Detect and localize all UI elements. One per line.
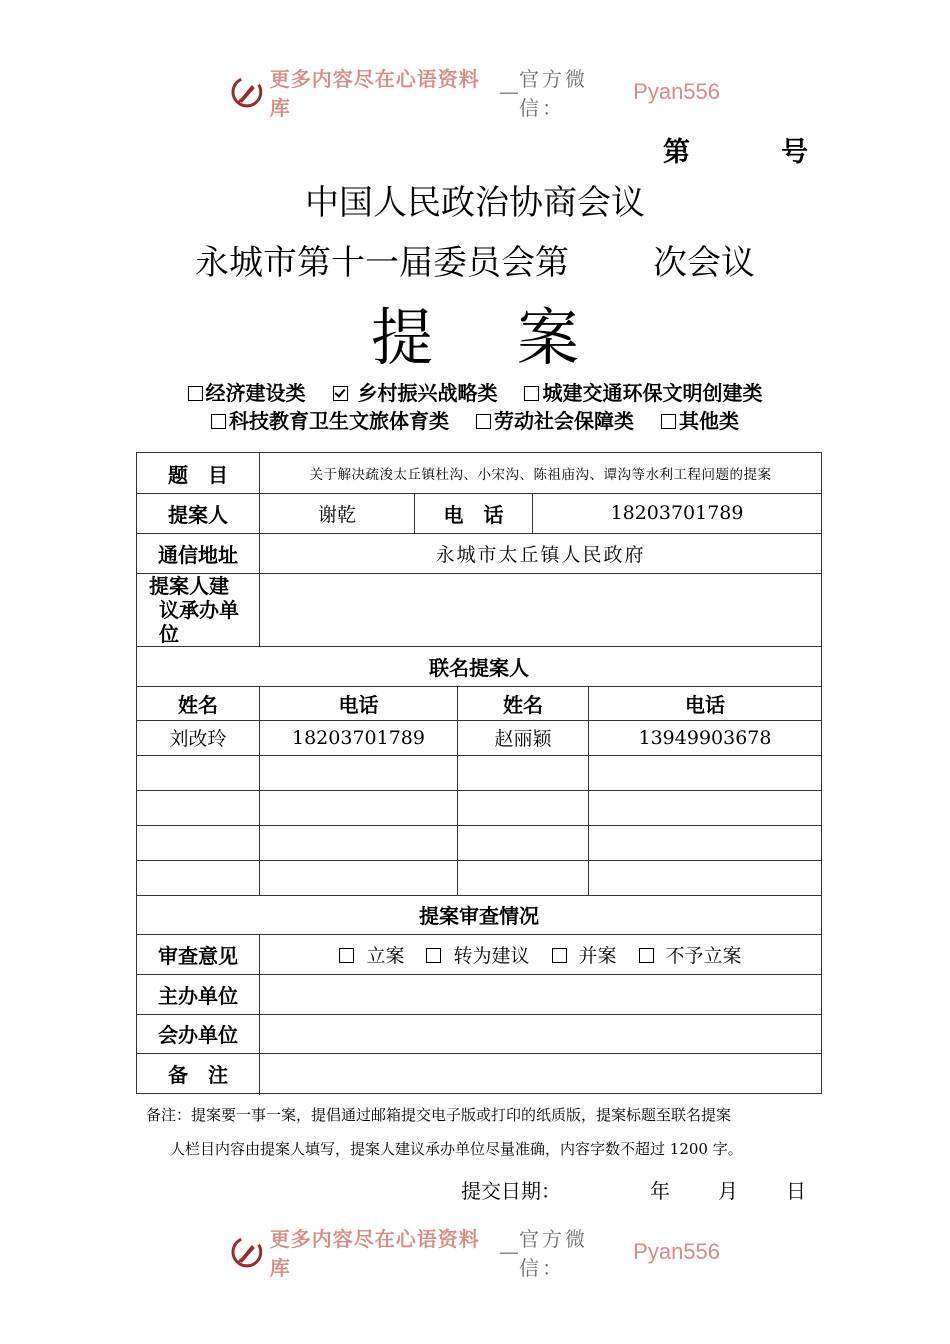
serial-suffix: 号 xyxy=(781,137,808,168)
proposer-label: 提案人 xyxy=(168,502,228,527)
category-row-2 xyxy=(0,405,950,434)
suggested-unit-label: 提案人建 议承办单 位 xyxy=(149,573,239,646)
cosigner-phone[interactable]: 13949903678 xyxy=(638,726,772,749)
watermark-gray-text: 官方微信： xyxy=(519,67,589,120)
subject-value[interactable]: 关于解决疏浚太丘镇杜沟、小宋沟、陈祖庙沟、谭沟等水利工程问题的提案 xyxy=(309,467,772,483)
submit-date-day: 日 xyxy=(786,1179,806,1203)
category-option[interactable]: 劳动社会保障类 xyxy=(476,409,634,433)
subject-label: 题 目 xyxy=(168,462,228,487)
watermark-red-text: 更多内容尽在心语资料库 xyxy=(269,67,480,120)
category-option[interactable]: 经济建设类 xyxy=(188,381,306,405)
address-label: 通信地址 xyxy=(158,542,238,567)
watermark-top xyxy=(230,67,721,120)
watermark-gray-text: 官方微信： xyxy=(519,1227,589,1280)
phone-value[interactable]: 18203701789 xyxy=(610,502,744,524)
watermark-dash: — xyxy=(499,1240,520,1264)
checkbox-icon[interactable] xyxy=(661,414,676,429)
checkbox-icon[interactable] xyxy=(426,948,441,963)
category-option[interactable]: 科技教育卫生文旅体育类 xyxy=(211,409,449,433)
phone-label: 电 话 xyxy=(443,502,504,527)
serial-prefix: 第 xyxy=(663,137,690,168)
co-unit-value[interactable] xyxy=(260,1014,821,1053)
review-option[interactable]: 并案 xyxy=(552,941,617,968)
main-title xyxy=(0,288,950,377)
divider xyxy=(137,755,821,756)
main-title-char-2: 案 xyxy=(517,301,580,374)
watermark-dash: — xyxy=(499,80,520,104)
co-unit-label: 会办单位 xyxy=(158,1023,238,1047)
review-options xyxy=(260,934,821,974)
watermark-id: Pyan556 xyxy=(633,79,721,104)
cosigner-phone-header: 电话 xyxy=(338,692,379,717)
serial-number xyxy=(663,130,808,169)
cosigner-name[interactable]: 赵丽颖 xyxy=(494,728,552,750)
cosigner-phone[interactable]: 18203701789 xyxy=(292,726,425,749)
watermark-bottom xyxy=(230,1227,721,1280)
watermark-red-text: 更多内容尽在心语资料库 xyxy=(269,1227,480,1280)
note-line-1: 备注：提案要一事一案，提倡通过邮箱提交电子版或打印的纸质版，提案标题至联名提案 xyxy=(146,1106,732,1124)
proposer-value[interactable]: 谢乾 xyxy=(317,503,356,526)
checkbox-icon[interactable] xyxy=(339,948,354,963)
review-option[interactable]: 转为建议 xyxy=(426,941,529,968)
category-row-1 xyxy=(0,377,950,406)
cosigners-title: 联名提案人 xyxy=(429,655,529,680)
cosigner-name[interactable]: 刘改玲 xyxy=(169,728,227,750)
host-unit-label: 主办单位 xyxy=(158,983,238,1008)
divider xyxy=(137,860,821,861)
review-option[interactable]: 立案 xyxy=(339,941,404,968)
divider xyxy=(137,825,821,826)
review-title: 提案审查情况 xyxy=(419,904,539,928)
checkbox-icon[interactable] xyxy=(552,948,567,963)
quill-pen-logo-icon xyxy=(230,75,264,109)
suggested-unit-value[interactable] xyxy=(260,573,821,646)
checkbox-checked-icon[interactable] xyxy=(333,386,348,401)
cosigner-name-header: 姓名 xyxy=(503,692,543,717)
category-option[interactable]: 城建交通环保文明创建类 xyxy=(524,381,762,405)
review-option[interactable]: 不予立案 xyxy=(639,941,742,968)
title-line-2a: 永城市第十一届委员会第 xyxy=(195,243,569,283)
submit-date-month: 月 xyxy=(718,1179,738,1203)
category-option[interactable]: 其他类 xyxy=(661,409,739,433)
review-label: 审查意见 xyxy=(158,943,238,968)
host-unit-value[interactable] xyxy=(260,974,821,1014)
checkbox-icon[interactable] xyxy=(211,414,226,429)
proposal-form-table xyxy=(136,452,822,1094)
title-line-1: 中国人民政治协商会议 xyxy=(305,183,645,223)
checkbox-icon[interactable] xyxy=(639,948,654,963)
checkbox-icon[interactable] xyxy=(524,386,539,401)
remarks-value[interactable] xyxy=(260,1053,821,1093)
divider xyxy=(137,790,821,791)
checkbox-icon[interactable] xyxy=(476,414,491,429)
title-line-2b: 次会议 xyxy=(653,243,755,283)
note-line-2: 人栏目内容由提案人填写，提案人建议承办单位尽量准确，内容字数不超过 1200 字。 xyxy=(170,1140,743,1158)
watermark-id: Pyan556 xyxy=(633,1239,721,1264)
main-title-char-1: 提 xyxy=(370,301,433,374)
quill-pen-logo-icon xyxy=(230,1235,264,1269)
cosigner-name-header: 姓名 xyxy=(178,692,218,717)
address-value[interactable]: 永城市太丘镇人民政府 xyxy=(435,543,646,566)
submit-date-label: 提交日期： xyxy=(461,1179,561,1203)
cosigner-phone-header: 电话 xyxy=(685,692,725,717)
submit-date-year: 年 xyxy=(650,1179,670,1203)
category-option[interactable]: 乡村振兴战略类 xyxy=(333,381,498,405)
checkbox-icon[interactable] xyxy=(188,386,203,401)
remarks-label: 备 注 xyxy=(168,1062,228,1087)
